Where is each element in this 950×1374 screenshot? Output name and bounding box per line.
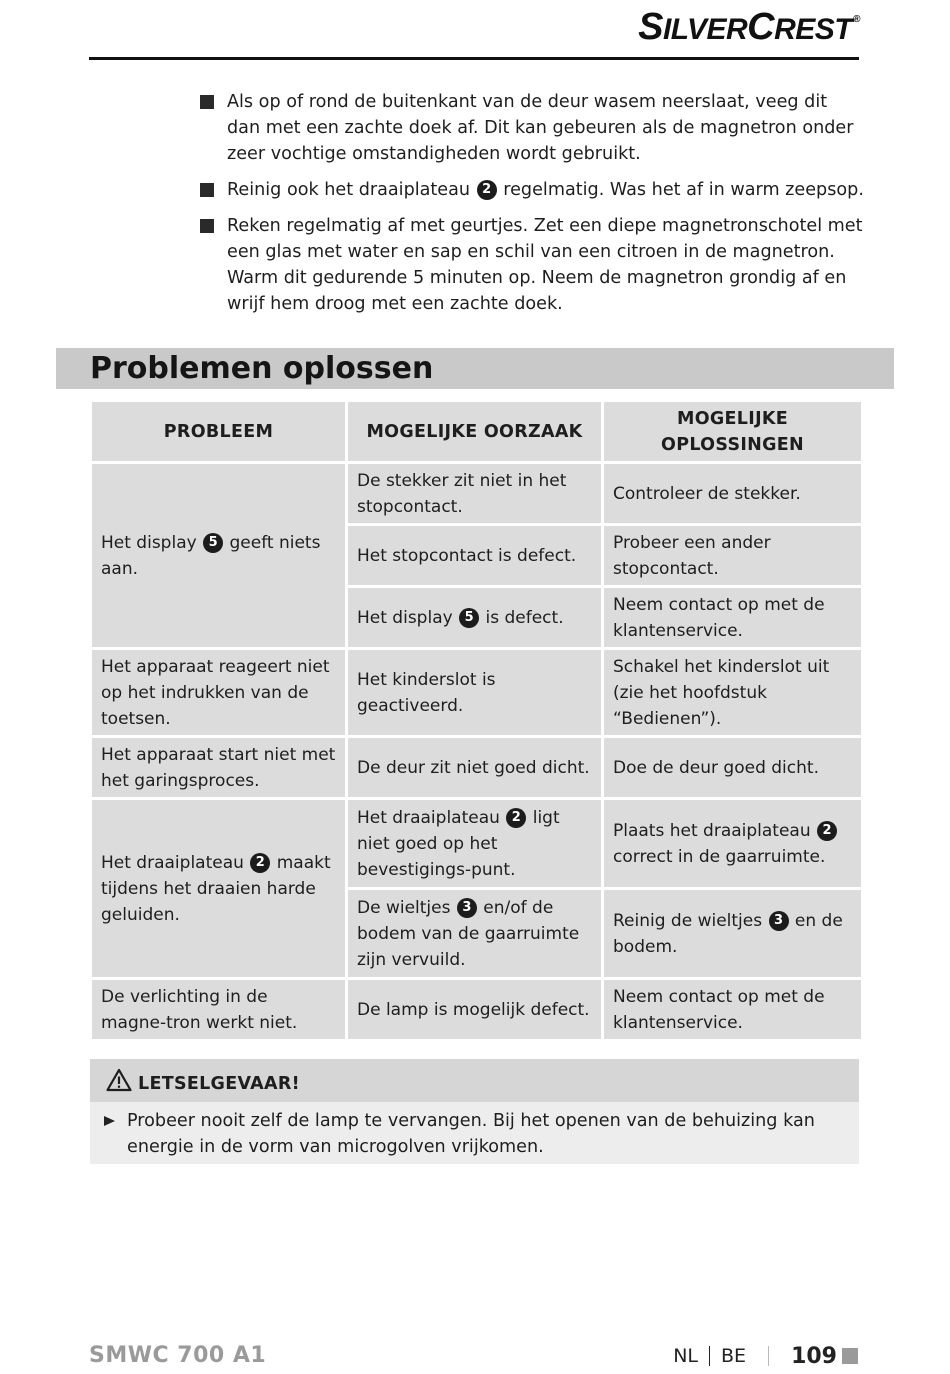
troubleshooting-table [89, 399, 864, 1042]
logo-letter: REST [774, 13, 853, 46]
bullet-text: regelmatig. Was het af in warm zeepsop. [497, 180, 864, 200]
section-title: Problemen oplossen [90, 351, 434, 386]
bullet-text: Reken regelmatig af met geurtjes. Zet een diepe magnetronschotel met een glas met water en sap en schil van een citroen in de magnetron. Warm dit gedurende 5 minuten op. Neem de magnetron grondig af en wrijf hem droog met een zachte doek. [227, 216, 863, 314]
registered-mark: ® [853, 14, 860, 25]
cause-cell: Het stopcontact is defect. [347, 525, 603, 587]
part-number-badge: 2 [817, 821, 837, 841]
cause-cell: De lamp is mogelijk defect. [347, 979, 603, 1041]
part-number-badge: 3 [769, 911, 789, 931]
cell-text: Reinig de wieltjes [613, 910, 768, 931]
column-header-cause: MOGELIJKE OORZAAK [347, 401, 603, 463]
bullet-text: Als op of rond de buitenkant van de deur wasem neerslaat, veeg dit dan met een zachte doek af. Dit kan gebeuren als de magnetron onder zeer vochtige omstandigheden wordt gebruikt. [227, 92, 854, 164]
cell-text: maakt tijdens het draaien harde geluiden. [101, 852, 331, 925]
logo-letter: C [747, 6, 775, 48]
cause-cell [347, 587, 603, 649]
square-bullet-icon [200, 219, 214, 233]
warning-triangle-icon [106, 1068, 132, 1092]
divider [709, 1346, 710, 1366]
page-number: 109 [791, 1343, 837, 1369]
cell-text: Het draaiplateau [101, 852, 250, 873]
table-row [91, 463, 863, 525]
cell-text: ligt niet goed op het bevestigings-punt. [357, 807, 560, 880]
bullet-text: Reinig ook het draaiplateau [227, 180, 476, 200]
cell-text: Het display [101, 532, 203, 553]
language-code: NL [673, 1345, 699, 1367]
footer-model-number: SMWC 700 A1 [89, 1343, 267, 1368]
cell-text: geeft niets aan. [101, 532, 321, 579]
cause-cell: De deur zit niet goed dicht. [347, 737, 603, 799]
part-number-badge: 5 [203, 533, 223, 553]
part-number-badge: 2 [477, 180, 497, 200]
problem-cell [91, 799, 347, 979]
language-code: BE [721, 1345, 747, 1367]
solution-cell: Doe de deur goed dicht. [603, 737, 863, 799]
warning-box [90, 1059, 859, 1164]
cause-cell: Het kinderslot is geactiveerd. [347, 649, 603, 737]
arrow-right-icon [104, 1116, 115, 1126]
cell-text: is defect. [480, 607, 564, 628]
problem-cell: De verlichting in de magne-tron werkt niet. [91, 979, 347, 1041]
part-number-badge: 5 [459, 608, 479, 628]
cell-text: Plaats het draaiplateau [613, 820, 817, 841]
solution-cell [603, 799, 863, 889]
table-header-row [91, 401, 863, 463]
part-number-badge: 2 [250, 853, 270, 873]
table-row [91, 799, 863, 889]
solution-cell: Probeer een ander stopcontact. [603, 525, 863, 587]
list-item [199, 213, 864, 317]
cleaning-bullet-list [199, 89, 864, 327]
brand-logo [638, 6, 860, 49]
problem-cell: Het apparaat start niet met het garingsproces. [91, 737, 347, 799]
part-number-badge: 3 [457, 898, 477, 918]
cause-cell: De stekker zit niet in het stopcontact. [347, 463, 603, 525]
solution-cell: Controleer de stekker. [603, 463, 863, 525]
cell-text: Het display [357, 607, 459, 628]
cause-cell [347, 799, 603, 889]
cell-text: en/of de bodem van de gaarruimte zijn vervuild. [357, 897, 580, 970]
warning-header [90, 1059, 859, 1102]
list-item [199, 177, 864, 203]
column-header-solution: MOGELIJKE OPLOSSINGEN [603, 401, 863, 463]
header-rule [89, 57, 859, 60]
part-number-badge: 2 [506, 808, 526, 828]
warning-text: Probeer nooit zelf de lamp te vervangen. Bij het openen van de behuizing kan energie in de vorm van microgolven vrijkomen. [127, 1111, 815, 1157]
cell-text: Het draaiplateau [357, 807, 506, 828]
square-bullet-icon [200, 183, 214, 197]
solution-cell: Neem contact op met de klantenservice. [603, 587, 863, 649]
warning-title: LETSELGEVAAR! [138, 1074, 300, 1094]
solution-cell: Neem contact op met de klantenservice. [603, 979, 863, 1041]
problem-cell [91, 463, 347, 649]
square-bullet-icon [200, 95, 214, 109]
solution-cell [603, 889, 863, 979]
table-row [91, 737, 863, 799]
table-row [91, 649, 863, 737]
square-marker-icon [842, 1348, 858, 1364]
cell-text: en de bodem. [613, 910, 843, 957]
column-header-problem: PROBLEEM [91, 401, 347, 463]
footer-page-info [673, 1341, 858, 1371]
cell-text: correct in de gaarruimte. [613, 846, 826, 867]
table-row [91, 979, 863, 1041]
cause-cell [347, 889, 603, 979]
logo-letter: ILVER [662, 13, 748, 46]
divider [768, 1346, 769, 1366]
cell-text: De wieltjes [357, 897, 456, 918]
warning-item [104, 1108, 867, 1160]
solution-cell: Schakel het kinderslot uit (zie het hoofdstuk “Bedienen”). [603, 649, 863, 737]
logo-letter: S [638, 6, 663, 48]
problem-cell: Het apparaat reageert niet op het indrukken van de toetsen. [91, 649, 347, 737]
list-item [199, 89, 864, 167]
